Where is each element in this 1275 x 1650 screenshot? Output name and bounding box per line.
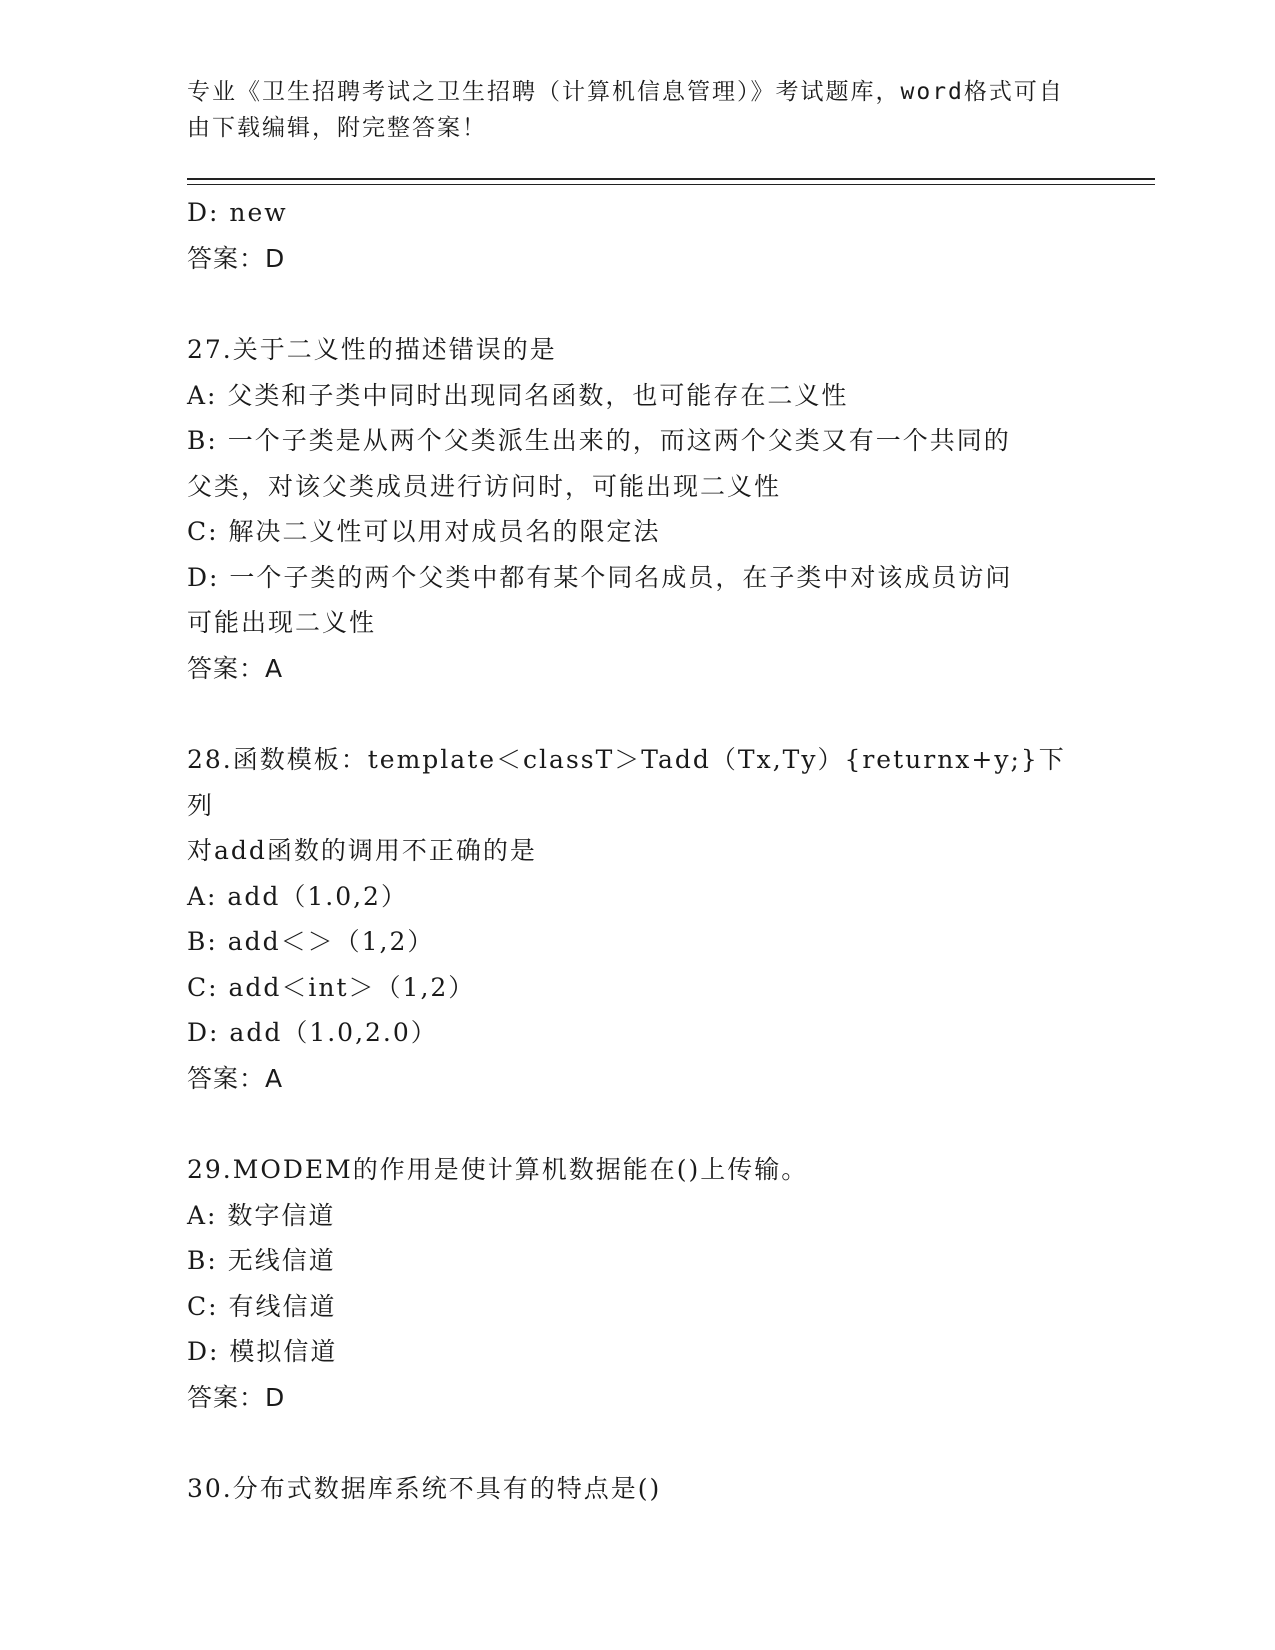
option-c: C: 有线信道: [187, 1291, 337, 1321]
option-b: B: 一个子类是从两个父类派生出来的，而这两个父类又有一个共同的: [187, 426, 1011, 455]
option-b: B: add＜＞（1,2）: [187, 927, 435, 956]
block-spacer: [187, 1101, 1087, 1147]
question-29: [187, 1147, 1087, 1420]
option-d: D: 模拟信道: [187, 1337, 338, 1366]
answer-line: 答案：D: [187, 243, 286, 273]
document-header: 专业《卫生招聘考试之卫生招聘（计算机信息管理）》考试题库，word格式可自由下载编辑，附完整答案！: [187, 79, 1064, 141]
option-d: D: new: [187, 198, 288, 227]
option-c: C: 解决二义性可以用对成员名的限定法: [187, 517, 661, 546]
document-body: [187, 190, 1087, 1512]
answer-line: 答案：A: [187, 653, 284, 683]
option-c: C: add＜int＞（1,2）: [187, 972, 476, 1002]
option-d-continued: 可能出现二义性: [187, 608, 377, 637]
question-26-tail: [187, 190, 1087, 281]
question-28: [187, 737, 1087, 1101]
block-spacer: [187, 691, 1087, 737]
question-stem: 29.MODEM的作用是使计算机数据能在()上传输。: [187, 1155, 809, 1184]
header-divider: [187, 178, 1155, 185]
answer-line: 答案：A: [187, 1063, 284, 1093]
option-a: A: 数字信道: [187, 1200, 336, 1230]
question-stem: 28.函数模板：template＜classT＞Tadd（Tx,Ty）{returnx+y;}下列: [187, 745, 1066, 820]
answer-line: 答案：D: [187, 1382, 286, 1412]
option-b-continued: 父类，对该父类成员进行访问时，可能出现二义性: [187, 471, 782, 501]
question-30: [187, 1466, 1087, 1512]
question-27: [187, 327, 1087, 691]
question-stem-continued: 对add函数的调用不正确的是: [187, 836, 537, 865]
option-d: D: add（1.0,2.0）: [187, 1018, 438, 1047]
option-a: A: add（1.0,2）: [187, 881, 408, 911]
block-spacer: [187, 1420, 1087, 1466]
option-a: A: 父类和子类中同时出现同名函数，也可能存在二义性: [187, 380, 849, 410]
block-spacer: [187, 281, 1087, 327]
option-b: B: 无线信道: [187, 1246, 336, 1275]
question-stem: 30.分布式数据库系统不具有的特点是(): [187, 1474, 662, 1503]
option-d: D: 一个子类的两个父类中都有某个同名成员，在子类中对该成员访问: [187, 562, 1013, 592]
question-stem: 27.关于二义性的描述错误的是: [187, 335, 557, 364]
